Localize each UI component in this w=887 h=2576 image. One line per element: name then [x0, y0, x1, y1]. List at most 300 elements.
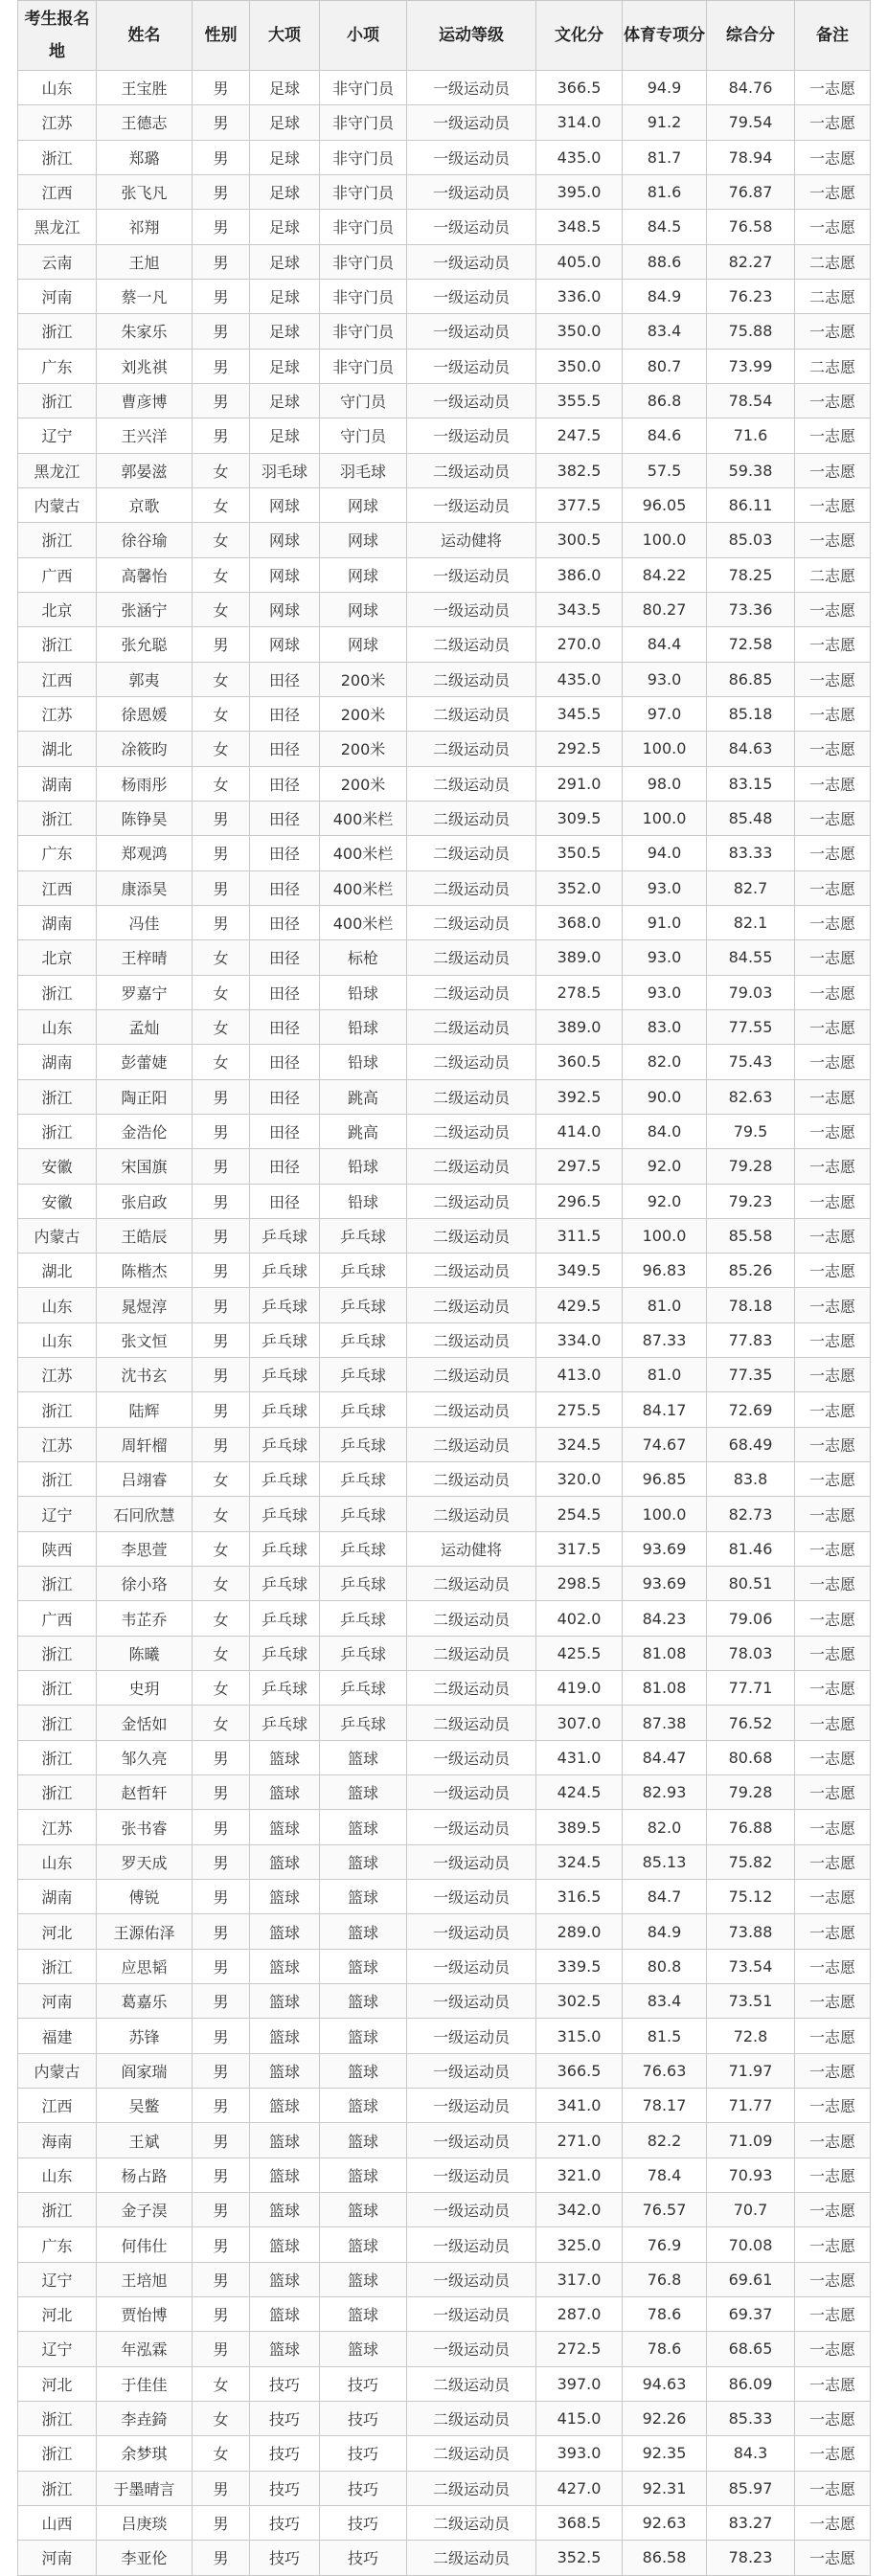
cell-sport-event: 乒乓球 — [320, 1636, 407, 1670]
cell-sport-score: 96.05 — [623, 487, 707, 522]
cell-academic-score: 336.0 — [536, 279, 623, 313]
cell-athlete-level: 二级运动员 — [407, 1636, 536, 1670]
cell-sport-category: 乒乓球 — [250, 1497, 320, 1531]
cell-academic-score: 360.5 — [536, 1045, 623, 1079]
cell-name: 张涵宁 — [97, 592, 193, 626]
cell-sport-event: 技巧 — [320, 2366, 407, 2401]
cell-remark: 一志愿 — [795, 1844, 871, 1879]
cell-region: 山东 — [18, 2158, 97, 2192]
cell-sport-event: 技巧 — [320, 2505, 407, 2540]
cell-sport-event: 技巧 — [320, 2401, 407, 2435]
cell-athlete-level: 二级运动员 — [407, 1497, 536, 1531]
cell-region: 浙江 — [18, 2436, 97, 2471]
cell-academic-score: 352.0 — [536, 870, 623, 905]
cell-athlete-level: 二级运动员 — [407, 1218, 536, 1253]
cell-remark: 一志愿 — [795, 940, 871, 975]
cell-sport-category: 技巧 — [250, 2505, 320, 2540]
table-row — [18, 836, 871, 870]
cell-region: 河北 — [18, 2297, 97, 2332]
cell-sport-category: 乒乓球 — [250, 1358, 320, 1392]
cell-gender: 女 — [193, 1045, 250, 1079]
cell-sport-event: 乒乓球 — [320, 1497, 407, 1531]
table-row — [18, 2401, 871, 2435]
cell-region: 山东 — [18, 1288, 97, 1322]
cell-athlete-level: 二级运动员 — [407, 696, 536, 731]
cell-sport-score: 100.0 — [623, 1497, 707, 1531]
cell-name: 徐恩媛 — [97, 696, 193, 731]
cell-sport-event: 网球 — [320, 627, 407, 662]
cell-sport-event: 乒乓球 — [320, 1706, 407, 1740]
cell-region: 江西 — [18, 2089, 97, 2123]
cell-sport-score: 81.6 — [623, 174, 707, 209]
cell-academic-score: 395.0 — [536, 174, 623, 209]
cell-sport-score: 57.5 — [623, 453, 707, 487]
cell-region: 浙江 — [18, 140, 97, 174]
cell-athlete-level: 二级运动员 — [407, 1427, 536, 1461]
admission-results-table-container — [17, 0, 870, 2576]
cell-remark: 一志愿 — [795, 1462, 871, 1497]
table-row — [18, 1880, 871, 1914]
cell-sport-event: 乒乓球 — [320, 1254, 407, 1288]
cell-gender: 女 — [193, 1706, 250, 1740]
table-row — [18, 1184, 871, 1218]
cell-sport-score: 93.69 — [623, 1531, 707, 1566]
cell-sport-event: 篮球 — [320, 1844, 407, 1879]
cell-gender: 男 — [193, 140, 250, 174]
cell-remark: 一志愿 — [795, 1636, 871, 1670]
cell-remark: 一志愿 — [795, 2158, 871, 2192]
table-row — [18, 1601, 871, 1636]
cell-total-score: 76.52 — [707, 1706, 795, 1740]
cell-gender: 女 — [193, 696, 250, 731]
cell-total-score: 75.82 — [707, 1844, 795, 1879]
cell-sport-event: 技巧 — [320, 2436, 407, 2471]
cell-remark: 一志愿 — [795, 2297, 871, 2332]
cell-academic-score: 307.0 — [536, 1706, 623, 1740]
cell-total-score: 79.54 — [707, 105, 795, 140]
cell-gender: 男 — [193, 1949, 250, 1983]
cell-gender: 男 — [193, 2541, 250, 2575]
cell-remark: 一志愿 — [795, 766, 871, 801]
cell-sport-event: 篮球 — [320, 1740, 407, 1774]
cell-sport-score: 92.26 — [623, 2401, 707, 2435]
cell-sport-event: 铅球 — [320, 1009, 407, 1044]
cell-gender: 女 — [193, 662, 250, 696]
cell-athlete-level: 一级运动员 — [407, 1810, 536, 1844]
cell-remark: 一志愿 — [795, 453, 871, 487]
cell-academic-score: 298.5 — [536, 1567, 623, 1601]
cell-name: 金子淏 — [97, 2193, 193, 2227]
cell-name: 冯佳 — [97, 905, 193, 939]
cell-remark: 二志愿 — [795, 349, 871, 383]
table-row — [18, 349, 871, 383]
cell-gender: 女 — [193, 453, 250, 487]
cell-region: 辽宁 — [18, 1497, 97, 1531]
table-row — [18, 1218, 871, 1253]
cell-region: 江西 — [18, 662, 97, 696]
cell-region: 浙江 — [18, 1775, 97, 1810]
table-row — [18, 1045, 871, 1079]
cell-academic-score: 419.0 — [536, 1671, 623, 1706]
cell-athlete-level: 一级运动员 — [407, 244, 536, 279]
cell-sport-event: 400米栏 — [320, 870, 407, 905]
cell-sport-category: 田径 — [250, 1184, 320, 1218]
cell-gender: 男 — [193, 1184, 250, 1218]
cell-sport-score: 83.4 — [623, 1984, 707, 2019]
cell-name: 应思韬 — [97, 1949, 193, 1983]
cell-academic-score: 325.0 — [536, 2227, 623, 2262]
cell-sport-category: 乒乓球 — [250, 1601, 320, 1636]
cell-academic-score: 366.5 — [536, 2053, 623, 2088]
cell-sport-category: 足球 — [250, 383, 320, 418]
cell-name: 韦芷乔 — [97, 1601, 193, 1636]
cell-total-score: 82.63 — [707, 1079, 795, 1114]
cell-athlete-level: 一级运动员 — [407, 174, 536, 209]
cell-gender: 男 — [193, 2505, 250, 2540]
cell-athlete-level: 一级运动员 — [407, 2262, 536, 2296]
cell-total-score: 70.08 — [707, 2227, 795, 2262]
cell-sport-category: 篮球 — [250, 2262, 320, 2296]
cell-sport-event: 篮球 — [320, 2262, 407, 2296]
cell-total-score: 77.83 — [707, 1322, 795, 1357]
cell-athlete-level: 二级运动员 — [407, 1045, 536, 1079]
table-row — [18, 1079, 871, 1114]
table-header — [18, 1, 871, 71]
cell-sport-score: 92.0 — [623, 1184, 707, 1218]
cell-gender: 女 — [193, 2366, 250, 2401]
cell-sport-category: 田径 — [250, 662, 320, 696]
cell-sport-score: 87.33 — [623, 1322, 707, 1357]
cell-gender: 男 — [193, 2019, 250, 2053]
cell-academic-score: 289.0 — [536, 1914, 623, 1949]
cell-remark: 一志愿 — [795, 1427, 871, 1461]
cell-total-score: 82.27 — [707, 244, 795, 279]
cell-name: 沈书玄 — [97, 1358, 193, 1392]
cell-remark: 一志愿 — [795, 836, 871, 870]
cell-remark: 一志愿 — [795, 1601, 871, 1636]
cell-academic-score: 377.5 — [536, 487, 623, 522]
cell-sport-event: 篮球 — [320, 1880, 407, 1914]
cell-academic-score: 415.0 — [536, 2401, 623, 2435]
cell-name: 陶正阳 — [97, 1079, 193, 1114]
header-row — [18, 1, 871, 71]
cell-sport-score: 92.31 — [623, 2471, 707, 2505]
cell-athlete-level: 二级运动员 — [407, 2366, 536, 2401]
cell-sport-event: 乒乓球 — [320, 1671, 407, 1706]
table-row — [18, 210, 871, 244]
cell-sport-score: 78.6 — [623, 2332, 707, 2366]
cell-remark: 一志愿 — [795, 1149, 871, 1184]
table-row — [18, 696, 871, 731]
cell-sport-score: 78.17 — [623, 2089, 707, 2123]
cell-gender: 女 — [193, 523, 250, 557]
cell-remark: 一志愿 — [795, 905, 871, 939]
cell-total-score: 84.55 — [707, 940, 795, 975]
cell-sport-category: 田径 — [250, 975, 320, 1009]
cell-region: 浙江 — [18, 2471, 97, 2505]
cell-athlete-level: 一级运动员 — [407, 2123, 536, 2158]
cell-sport-event: 400米栏 — [320, 801, 407, 835]
cell-name: 吕翊睿 — [97, 1462, 193, 1497]
cell-name: 李思萱 — [97, 1531, 193, 1566]
cell-sport-event: 跳高 — [320, 1079, 407, 1114]
cell-sport-category: 乒乓球 — [250, 1462, 320, 1497]
cell-athlete-level: 一级运动员 — [407, 2332, 536, 2366]
cell-name: 陆辉 — [97, 1392, 193, 1427]
table-row — [18, 2505, 871, 2540]
cell-gender: 男 — [193, 314, 250, 349]
cell-sport-score: 86.8 — [623, 383, 707, 418]
cell-sport-score: 76.8 — [623, 2262, 707, 2296]
cell-gender: 女 — [193, 2436, 250, 2471]
cell-sport-category: 田径 — [250, 732, 320, 766]
cell-total-score: 82.1 — [707, 905, 795, 939]
cell-sport-score: 94.63 — [623, 2366, 707, 2401]
cell-gender: 男 — [193, 279, 250, 313]
cell-sport-score: 81.0 — [623, 1288, 707, 1322]
cell-remark: 一志愿 — [795, 1497, 871, 1531]
cell-athlete-level: 一级运动员 — [407, 1984, 536, 2019]
cell-academic-score: 350.0 — [536, 314, 623, 349]
cell-total-score: 77.35 — [707, 1358, 795, 1392]
cell-remark: 一志愿 — [795, 1810, 871, 1844]
cell-athlete-level: 一级运动员 — [407, 2193, 536, 2227]
cell-academic-score: 324.5 — [536, 1844, 623, 1879]
cell-athlete-level: 二级运动员 — [407, 1392, 536, 1427]
cell-athlete-level: 一级运动员 — [407, 2089, 536, 2123]
cell-gender: 男 — [193, 71, 250, 105]
cell-name: 陈曦 — [97, 1636, 193, 1670]
cell-athlete-level: 一级运动员 — [407, 1740, 536, 1774]
cell-academic-score: 350.0 — [536, 349, 623, 383]
cell-athlete-level: 二级运动员 — [407, 1322, 536, 1357]
cell-remark: 一志愿 — [795, 2089, 871, 2123]
cell-sport-event: 篮球 — [320, 2019, 407, 2053]
cell-region: 浙江 — [18, 2193, 97, 2227]
cell-athlete-level: 二级运动员 — [407, 1706, 536, 1740]
cell-total-score: 84.63 — [707, 732, 795, 766]
cell-total-score: 68.49 — [707, 1427, 795, 1461]
cell-sport-category: 足球 — [250, 210, 320, 244]
table-row — [18, 1254, 871, 1288]
cell-remark: 一志愿 — [795, 2332, 871, 2366]
cell-athlete-level: 一级运动员 — [407, 105, 536, 140]
cell-remark: 一志愿 — [795, 732, 871, 766]
cell-academic-score: 317.0 — [536, 2262, 623, 2296]
cell-sport-category: 足球 — [250, 279, 320, 313]
cell-sport-category: 田径 — [250, 940, 320, 975]
cell-athlete-level: 二级运动员 — [407, 2471, 536, 2505]
header-cell-sport-score: 体育专项分 — [623, 1, 707, 71]
cell-sport-score: 91.0 — [623, 905, 707, 939]
cell-region: 河南 — [18, 1984, 97, 2019]
cell-name: 金浩伦 — [97, 1114, 193, 1148]
cell-region: 江苏 — [18, 1810, 97, 1844]
cell-sport-event: 乒乓球 — [320, 1462, 407, 1497]
cell-sport-category: 篮球 — [250, 2053, 320, 2088]
cell-remark: 一志愿 — [795, 523, 871, 557]
cell-academic-score: 352.5 — [536, 2541, 623, 2575]
cell-gender: 女 — [193, 1601, 250, 1636]
cell-academic-score: 270.0 — [536, 627, 623, 662]
cell-academic-score: 254.5 — [536, 1497, 623, 1531]
cell-athlete-level: 运动健将 — [407, 1531, 536, 1566]
cell-gender: 男 — [193, 1740, 250, 1774]
cell-remark: 一志愿 — [795, 2401, 871, 2435]
cell-athlete-level: 一级运动员 — [407, 314, 536, 349]
cell-gender: 男 — [193, 1392, 250, 1427]
cell-total-score: 71.6 — [707, 418, 795, 453]
cell-sport-score: 80.7 — [623, 349, 707, 383]
cell-athlete-level: 一级运动员 — [407, 2019, 536, 2053]
cell-sport-category: 篮球 — [250, 2089, 320, 2123]
table-row — [18, 1358, 871, 1392]
cell-sport-event: 乒乓球 — [320, 1322, 407, 1357]
cell-sport-event: 篮球 — [320, 1914, 407, 1949]
table-row — [18, 1114, 871, 1148]
cell-gender: 男 — [193, 1914, 250, 1949]
cell-sport-category: 篮球 — [250, 1914, 320, 1949]
cell-sport-category: 乒乓球 — [250, 1531, 320, 1566]
cell-athlete-level: 一级运动员 — [407, 487, 536, 522]
cell-name: 余梦琪 — [97, 2436, 193, 2471]
cell-total-score: 59.38 — [707, 453, 795, 487]
cell-total-score: 84.76 — [707, 71, 795, 105]
cell-region: 福建 — [18, 2019, 97, 2053]
cell-sport-category: 足球 — [250, 349, 320, 383]
cell-region: 江苏 — [18, 1358, 97, 1392]
cell-remark: 一志愿 — [795, 2123, 871, 2158]
table-row — [18, 2366, 871, 2401]
cell-remark: 一志愿 — [795, 1254, 871, 1288]
cell-academic-score: 389.0 — [536, 940, 623, 975]
cell-gender: 男 — [193, 2053, 250, 2088]
cell-name: 于墨晴言 — [97, 2471, 193, 2505]
cell-gender: 男 — [193, 2193, 250, 2227]
cell-sport-category: 田径 — [250, 1149, 320, 1184]
cell-total-score: 82.73 — [707, 1497, 795, 1531]
cell-remark: 二志愿 — [795, 557, 871, 592]
cell-total-score: 79.28 — [707, 1149, 795, 1184]
cell-sport-score: 82.93 — [623, 1775, 707, 1810]
cell-sport-event: 铅球 — [320, 1184, 407, 1218]
cell-gender: 男 — [193, 105, 250, 140]
cell-total-score: 85.97 — [707, 2471, 795, 2505]
cell-academic-score: 314.0 — [536, 105, 623, 140]
cell-sport-event: 乒乓球 — [320, 1392, 407, 1427]
cell-sport-category: 技巧 — [250, 2366, 320, 2401]
cell-academic-score: 366.5 — [536, 71, 623, 105]
cell-academic-score: 368.0 — [536, 905, 623, 939]
cell-academic-score: 389.5 — [536, 1810, 623, 1844]
cell-gender: 女 — [193, 487, 250, 522]
cell-sport-event: 200米 — [320, 766, 407, 801]
cell-region: 浙江 — [18, 801, 97, 835]
cell-academic-score: 334.0 — [536, 1322, 623, 1357]
cell-remark: 一志愿 — [795, 1531, 871, 1566]
cell-gender: 男 — [193, 1079, 250, 1114]
cell-athlete-level: 二级运动员 — [407, 2401, 536, 2435]
cell-sport-score: 93.0 — [623, 975, 707, 1009]
cell-sport-event: 铅球 — [320, 1045, 407, 1079]
cell-gender: 男 — [193, 870, 250, 905]
cell-name: 彭蕾婕 — [97, 1045, 193, 1079]
table-row — [18, 1775, 871, 1810]
cell-total-score: 79.5 — [707, 1114, 795, 1148]
cell-name: 王皓辰 — [97, 1218, 193, 1253]
cell-athlete-level: 二级运动员 — [407, 453, 536, 487]
cell-total-score: 71.09 — [707, 2123, 795, 2158]
cell-total-score: 73.88 — [707, 1914, 795, 1949]
cell-sport-event: 篮球 — [320, 2158, 407, 2192]
table-row — [18, 174, 871, 209]
cell-sport-score: 84.0 — [623, 1114, 707, 1148]
cell-remark: 一志愿 — [795, 383, 871, 418]
cell-academic-score: 247.5 — [536, 418, 623, 453]
cell-total-score: 78.54 — [707, 383, 795, 418]
cell-region: 浙江 — [18, 2401, 97, 2435]
cell-gender: 男 — [193, 2123, 250, 2158]
table-row — [18, 627, 871, 662]
cell-region: 浙江 — [18, 1462, 97, 1497]
cell-region: 河北 — [18, 2366, 97, 2401]
cell-athlete-level: 二级运动员 — [407, 627, 536, 662]
cell-name: 石冋欣慧 — [97, 1497, 193, 1531]
cell-sport-score: 84.5 — [623, 210, 707, 244]
cell-academic-score: 292.5 — [536, 732, 623, 766]
cell-remark: 一志愿 — [795, 2471, 871, 2505]
cell-academic-score: 320.0 — [536, 1462, 623, 1497]
cell-remark: 一志愿 — [795, 487, 871, 522]
cell-sport-event: 非守门员 — [320, 279, 407, 313]
cell-total-score: 71.97 — [707, 2053, 795, 2088]
cell-sport-score: 81.7 — [623, 140, 707, 174]
cell-athlete-level: 二级运动员 — [407, 1254, 536, 1288]
cell-region: 浙江 — [18, 1079, 97, 1114]
cell-total-score: 75.88 — [707, 314, 795, 349]
cell-region: 广西 — [18, 557, 97, 592]
cell-total-score: 80.51 — [707, 1567, 795, 1601]
cell-gender: 男 — [193, 1880, 250, 1914]
cell-athlete-level: 一级运动员 — [407, 2158, 536, 2192]
table-row — [18, 1914, 871, 1949]
cell-total-score: 78.23 — [707, 2541, 795, 2575]
cell-remark: 一志愿 — [795, 174, 871, 209]
cell-region: 黑龙江 — [18, 453, 97, 487]
cell-academic-score: 296.5 — [536, 1184, 623, 1218]
cell-total-score: 70.93 — [707, 2158, 795, 2192]
cell-name: 李垚錡 — [97, 2401, 193, 2435]
cell-sport-category: 乒乓球 — [250, 1427, 320, 1461]
cell-gender: 男 — [193, 1358, 250, 1392]
cell-total-score: 75.12 — [707, 1880, 795, 1914]
cell-athlete-level: 二级运动员 — [407, 1601, 536, 1636]
cell-region: 湖南 — [18, 1045, 97, 1079]
cell-gender: 男 — [193, 2297, 250, 2332]
cell-academic-score: 392.5 — [536, 1079, 623, 1114]
cell-sport-score: 93.0 — [623, 870, 707, 905]
cell-region: 黑龙江 — [18, 210, 97, 244]
cell-sport-event: 铅球 — [320, 1149, 407, 1184]
cell-total-score: 78.94 — [707, 140, 795, 174]
table-row — [18, 2297, 871, 2332]
cell-total-score: 79.28 — [707, 1775, 795, 1810]
table-row — [18, 592, 871, 626]
cell-sport-event: 网球 — [320, 557, 407, 592]
cell-sport-category: 篮球 — [250, 2193, 320, 2227]
cell-sport-score: 94.0 — [623, 836, 707, 870]
cell-sport-score: 87.38 — [623, 1706, 707, 1740]
